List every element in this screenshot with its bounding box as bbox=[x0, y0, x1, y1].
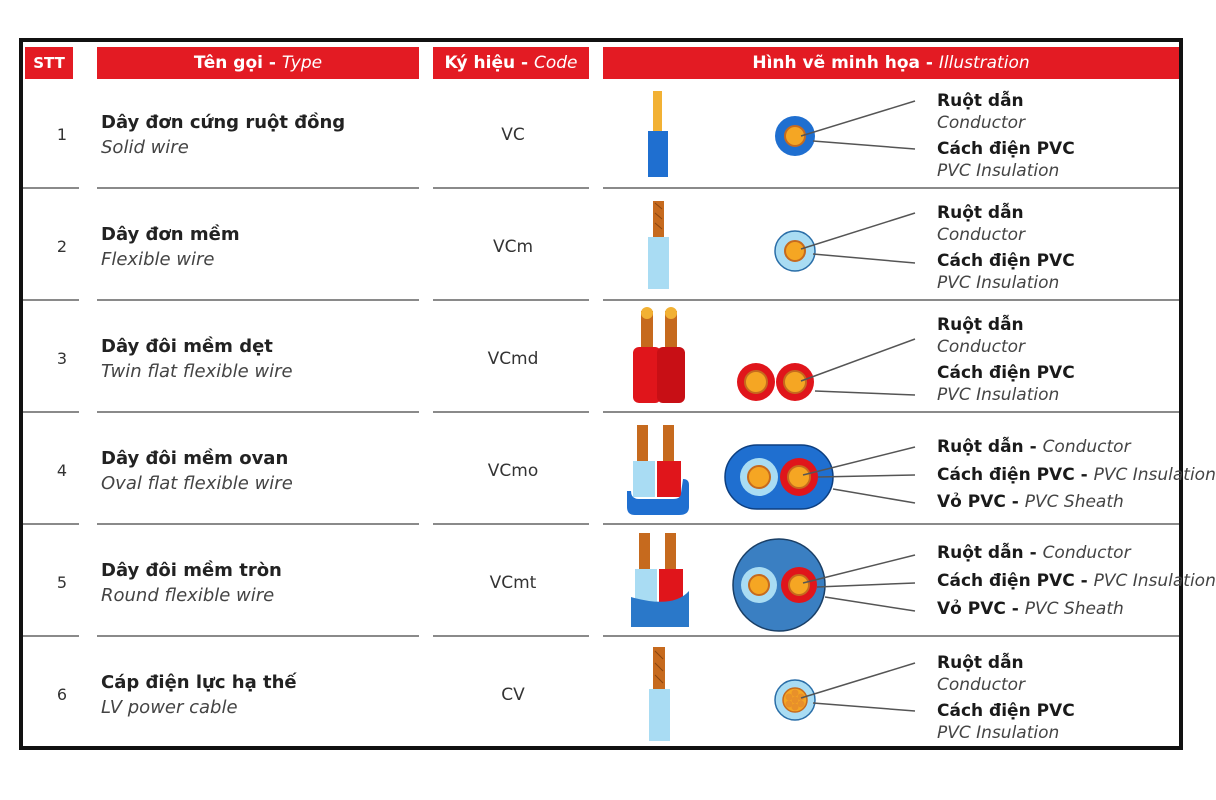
row-code: VC bbox=[501, 125, 525, 145]
row-name-vi: Dây đôi mềm dẹt bbox=[101, 336, 273, 357]
row-name-en: LV power cable bbox=[101, 697, 238, 718]
row-stt: 3 bbox=[56, 349, 68, 368]
row-code: VCmo bbox=[487, 461, 539, 481]
wire-type-table bbox=[19, 38, 1216, 750]
conductor-core bbox=[653, 91, 662, 135]
row-stt: 4 bbox=[56, 461, 68, 480]
label-insulation-en: PVC Insulation bbox=[1093, 571, 1216, 591]
row-illustration bbox=[603, 303, 1179, 414]
header-type-vi: Tên gọi - bbox=[193, 53, 276, 73]
row-name-en: Solid wire bbox=[101, 137, 189, 158]
header-stt bbox=[25, 47, 73, 79]
row-divider bbox=[23, 635, 79, 637]
table-row-1 bbox=[23, 79, 1179, 190]
row-illustration bbox=[603, 79, 1179, 190]
label-insulation-en: PVC Insulation bbox=[937, 161, 1060, 181]
label-conductor-en: Conductor bbox=[937, 225, 1026, 245]
insulation-sleeve bbox=[649, 689, 670, 741]
label-sheath-vi: Vỏ PVC - bbox=[937, 599, 1025, 619]
table-row-6 bbox=[23, 639, 1179, 746]
label-insulation-vi: Cách điện PVC - bbox=[937, 465, 1094, 485]
row-illustration bbox=[603, 191, 1179, 302]
row-divider bbox=[433, 299, 589, 301]
header-illustration-vi: Hình vẽ minh họa - bbox=[752, 53, 933, 73]
row-divider bbox=[433, 635, 589, 637]
row-name-vi: Dây đơn mềm bbox=[101, 224, 240, 245]
table-row-4 bbox=[23, 415, 1216, 526]
row-divider bbox=[433, 187, 589, 189]
label-insulation bbox=[937, 571, 1216, 591]
label-conductor-en: Conductor bbox=[1042, 543, 1131, 563]
label-conductor-en: Conductor bbox=[1042, 437, 1131, 457]
row-name-en: Round flexible wire bbox=[101, 585, 275, 606]
row-divider bbox=[23, 299, 79, 301]
table-row-2 bbox=[23, 191, 1179, 302]
row-stt: 2 bbox=[56, 237, 68, 256]
header-type bbox=[97, 47, 419, 79]
row-divider bbox=[433, 523, 589, 525]
row-name-vi: Dây đôi mềm ovan bbox=[101, 448, 289, 469]
leader-line-conductor bbox=[801, 101, 915, 136]
label-conductor-vi: Ruột dẫn - bbox=[937, 437, 1043, 457]
header-illustration bbox=[603, 47, 1179, 79]
row-divider bbox=[23, 187, 79, 189]
cross-section-conductor bbox=[785, 241, 805, 261]
label-conductor bbox=[937, 543, 1131, 563]
twin-flat-wire-illustration bbox=[603, 303, 1179, 414]
label-insulation-en: PVC Insulation bbox=[1093, 465, 1216, 485]
row-stt: 5 bbox=[56, 573, 68, 592]
row-code: VCmt bbox=[489, 573, 537, 593]
header-type-en: Type bbox=[281, 53, 323, 73]
insulation-right bbox=[657, 347, 685, 403]
row-divider bbox=[603, 411, 1179, 413]
header-code bbox=[433, 47, 589, 79]
row-illustration bbox=[603, 415, 1216, 526]
row-divider bbox=[603, 299, 1179, 301]
label-insulation-vi: Cách điện PVC bbox=[937, 701, 1075, 721]
label-conductor-en: Conductor bbox=[937, 113, 1026, 133]
label-insulation-vi: Cách điện PVC bbox=[937, 363, 1075, 383]
conductor-core bbox=[653, 647, 665, 693]
flexible-wire-illustration bbox=[603, 191, 1179, 302]
row-code: VCm bbox=[492, 237, 534, 257]
row-divider bbox=[97, 523, 419, 525]
label-conductor-vi: Ruột dẫn - bbox=[937, 543, 1043, 563]
label-sheath bbox=[937, 492, 1124, 512]
conductor-core bbox=[653, 201, 664, 241]
insulation-left bbox=[633, 461, 655, 497]
label-insulation-vi: Cách điện PVC bbox=[937, 251, 1075, 271]
row-divider bbox=[603, 523, 1179, 525]
row-divider bbox=[23, 523, 79, 525]
label-conductor-vi: Ruột dẫn bbox=[937, 653, 1024, 673]
header-stt-label: STT bbox=[33, 54, 65, 72]
row-divider bbox=[433, 411, 589, 413]
label-insulation-vi: Cách điện PVC bbox=[937, 139, 1075, 159]
row-divider bbox=[23, 411, 79, 413]
label-conductor-en: Conductor bbox=[937, 337, 1026, 357]
label-insulation-en: PVC Insulation bbox=[937, 273, 1060, 293]
row-divider bbox=[603, 635, 1179, 637]
insulation-sleeve bbox=[648, 237, 669, 289]
label-insulation-en: PVC Insulation bbox=[937, 385, 1060, 405]
header-code-en: Code bbox=[534, 53, 578, 73]
label-conductor bbox=[937, 437, 1131, 457]
label-sheath-en: PVC Sheath bbox=[1024, 599, 1124, 619]
header-code-vi: Ký hiệu - bbox=[444, 53, 529, 73]
lv-power-cable-illustration bbox=[603, 639, 1179, 746]
cross-section-conductor-left bbox=[745, 371, 767, 393]
label-sheath-en: PVC Sheath bbox=[1024, 492, 1124, 512]
insulation-sleeve bbox=[648, 131, 668, 177]
leader-line-insulation bbox=[813, 141, 915, 149]
table-row-5 bbox=[23, 527, 1216, 638]
table-row-3 bbox=[23, 303, 1179, 414]
label-conductor-vi: Ruột dẫn bbox=[937, 203, 1024, 223]
row-code: VCmd bbox=[487, 349, 539, 369]
insulation-left bbox=[635, 569, 657, 603]
row-name-en: Twin flat flexible wire bbox=[101, 361, 293, 382]
label-sheath bbox=[937, 599, 1124, 619]
row-name-vi: Cáp điện lực hạ thế bbox=[101, 672, 297, 693]
label-conductor-vi: Ruột dẫn bbox=[937, 315, 1024, 335]
row-illustration bbox=[603, 527, 1216, 638]
row-divider bbox=[97, 299, 419, 301]
row-divider bbox=[97, 411, 419, 413]
row-divider bbox=[97, 635, 419, 637]
label-insulation-vi: Cách điện PVC - bbox=[937, 571, 1094, 591]
label-insulation bbox=[937, 465, 1216, 485]
cross-section-conductor-right bbox=[784, 371, 806, 393]
solid-wire-illustration bbox=[603, 79, 1179, 190]
row-divider bbox=[97, 187, 419, 189]
row-illustration bbox=[603, 639, 1179, 746]
label-insulation-en: PVC Insulation bbox=[937, 723, 1060, 743]
insulation-right bbox=[657, 461, 681, 497]
label-conductor-vi: Ruột dẫn bbox=[937, 91, 1024, 111]
label-sheath-vi: Vỏ PVC - bbox=[937, 492, 1025, 512]
row-name-en: Flexible wire bbox=[101, 249, 215, 270]
row-stt: 6 bbox=[56, 685, 68, 704]
row-code: CV bbox=[501, 685, 525, 705]
insulation-left bbox=[633, 347, 661, 403]
row-divider bbox=[603, 187, 1179, 189]
label-conductor-en: Conductor bbox=[937, 675, 1026, 695]
header-illustration-en: Illustration bbox=[938, 53, 1030, 73]
row-name-vi: Dây đôi mềm tròn bbox=[101, 560, 282, 581]
row-name-en: Oval flat flexible wire bbox=[101, 473, 293, 494]
insulation-right bbox=[659, 569, 683, 603]
row-stt: 1 bbox=[56, 125, 68, 144]
row-name-vi: Dây đơn cứng ruột đồng bbox=[101, 112, 346, 133]
